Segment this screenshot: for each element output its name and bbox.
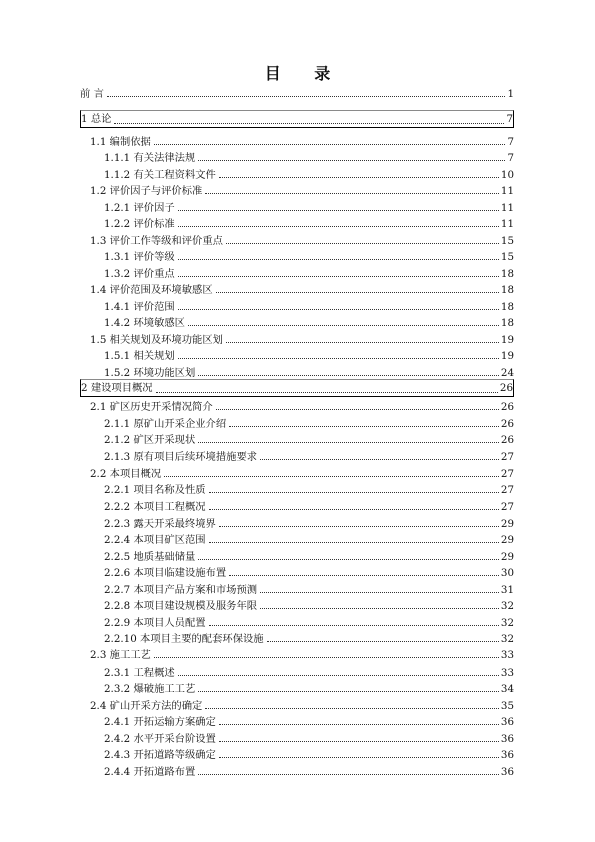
toc-entry[interactable] [104,214,514,230]
toc-entry-page: 32 [500,617,514,629]
page-title: 目 录 [264,64,345,83]
toc-entry[interactable] [104,447,514,463]
toc-entry-page: 33 [500,667,514,679]
toc-entry[interactable] [104,663,514,679]
toc-entry-page: 7 [506,113,513,125]
toc-entry-title: 2.1 矿区历史开采情况简介 [90,401,213,413]
toc-entry[interactable] [104,313,514,329]
toc-entry[interactable] [90,132,514,148]
toc-leader-dots [216,280,499,293]
toc-leader-dots [107,84,506,97]
toc-entry[interactable] [104,247,514,263]
toc-entry-title: 1.4 评价范围及环境敏感区 [90,284,213,296]
toc-entry-title: 1.2.1 评价因子 [104,202,175,214]
toc-entry-title: 2.4 矿山开采方法的确定 [90,700,203,712]
toc-entry[interactable] [104,346,514,362]
toc-entry-title: 2.3 施工工艺 [90,649,151,661]
toc-entry[interactable] [104,712,514,728]
toc-entry[interactable] [104,430,514,446]
toc-entry[interactable] [90,280,514,296]
toc-entry-title: 1.5.1 相关规划 [104,350,175,362]
toc-leader-dots [219,745,499,758]
toc-entry-page: 15 [500,251,514,263]
toc-leader-dots [178,264,499,277]
toc-entry-title: 1 总论 [81,113,112,125]
toc-entry-title: 2.2.1 项目名称及性质 [104,484,206,496]
toc-entry-title: 1.1.2 有关工程资料文件 [104,169,216,181]
toc-leader-dots [219,165,499,178]
toc-leader-dots [209,613,499,626]
toc-entry-page: 33 [500,649,514,661]
toc-entry[interactable] [104,514,514,530]
toc-entry-page: 18 [500,301,514,313]
toc-entry-title: 2.2.10 本项目主要的配套环保设施 [104,633,264,645]
toc-entry-title: 2.2.7 本项目产品方案和市场预测 [104,584,258,596]
toc-entry-page: 36 [500,766,514,778]
toc-entry-title: 2.3.2 爆破施工工艺 [104,683,196,695]
toc-entry-title: 2.1.3 原有项目后续环境措施要求 [104,451,258,463]
toc-leader-dots [267,629,499,642]
toc-entry-title: 2.2.4 本项目矿区范围 [104,534,206,546]
toc-leader-dots [178,297,499,310]
toc-entry-page: 18 [500,284,514,296]
toc-entry-page: 7 [507,136,514,148]
toc-entry[interactable] [104,198,514,214]
toc-entry-title: 2.2.5 地质基础储量 [104,551,196,563]
toc-entry-title: 2.2.6 本项目临建设施布置 [104,567,227,579]
toc-entry[interactable] [104,613,514,629]
toc-entry-page: 19 [500,334,514,346]
toc-entry-title: 1.1 编制依据 [90,136,151,148]
toc-leader-dots [188,313,499,326]
toc-entry-page: 36 [500,716,514,728]
toc-entry-title: 2.4.4 开拓道路布置 [104,766,196,778]
toc-leader-dots [226,231,499,244]
toc-entry-title: 2.4.3 开拓道路等级确定 [104,749,216,761]
toc-entry-page: 29 [500,518,514,530]
toc-leader-dots [178,663,499,676]
toc-entry-page: 11 [500,202,514,214]
toc-leader-dots [226,330,499,343]
toc-entry-page: 27 [500,451,514,463]
toc-leader-dots [178,214,499,227]
toc-entry-page: 27 [500,501,514,513]
toc-entry-page: 19 [500,350,514,362]
toc-leader-dots [198,430,499,443]
toc-leader-dots [216,397,499,410]
toc-entry[interactable] [104,596,514,612]
toc-leader-dots [219,712,499,725]
toc-entry-page: 26 [500,401,514,413]
toc-entry-title: 2.2.8 本项目建设规模及服务年限 [104,600,258,612]
toc-entry-page: 10 [500,169,514,181]
toc-entry-page: 27 [500,468,514,480]
toc-entry-page: 36 [500,733,514,745]
toc-entry-page: 31 [500,584,514,596]
toc-leader-dots [156,384,498,393]
toc-entry-page: 34 [500,683,514,695]
toc-entry-title: 1.1.1 有关法律法规 [104,152,196,164]
toc-entry[interactable] [104,563,514,579]
toc-entry-title: 1.5 相关规划及环境功能区划 [90,334,223,346]
toc-entry[interactable] [104,547,514,563]
toc-entry-title: 2.4.2 水平开采台阶设置 [104,733,216,745]
toc-entry[interactable] [80,379,514,397]
toc-entry-title: 前 言 [80,88,104,100]
toc-entry[interactable] [90,181,514,197]
toc-leader-dots [198,547,499,560]
toc-entry[interactable] [104,414,514,430]
toc-entry[interactable] [80,84,514,100]
toc-entry[interactable] [104,480,514,496]
toc-leader-dots [209,497,499,510]
toc-entry-page: 26 [499,382,513,394]
toc-leader-dots [260,580,499,593]
toc-entry-page: 36 [500,749,514,761]
toc-leader-dots [198,148,505,161]
toc-leader-dots [229,563,499,576]
toc-entry[interactable] [104,580,514,596]
toc-entry-title: 2.1.2 矿区开采现状 [104,434,196,446]
toc-entry-title: 2.4.1 开拓运输方案确定 [104,716,216,728]
toc-leader-dots [178,198,499,211]
toc-leader-dots [219,729,499,742]
toc-entry[interactable] [104,497,514,513]
toc-entry-page: 29 [500,551,514,563]
toc-entry-page: 18 [500,268,514,280]
toc-entry[interactable] [104,148,514,164]
toc-entry-page: 32 [500,633,514,645]
toc-entry[interactable] [104,264,514,280]
toc-leader-dots [114,115,504,124]
toc-entry-page: 18 [500,317,514,329]
toc-entry[interactable] [104,530,514,546]
toc-entry-page: 32 [500,600,514,612]
toc-entry-title: 1.3.1 评价等级 [104,251,175,263]
toc-entry-page: 1 [507,88,514,100]
toc-leader-dots [205,181,499,194]
toc-entry-title: 1.3.2 评价重点 [104,268,175,280]
toc-entry[interactable] [104,297,514,313]
toc-entry-title: 2.2.2 本项目工程概况 [104,501,206,513]
toc-entry-page: 26 [500,418,514,430]
toc-entry-title: 1.3 评价工作等级和评价重点 [90,235,223,247]
toc-entry-title: 1.2 评价因子与评价标准 [90,185,203,197]
toc-entry-page: 11 [500,185,514,197]
toc-entry[interactable] [90,330,514,346]
toc-entry[interactable] [90,696,514,712]
toc-leader-dots [229,414,499,427]
toc-entry[interactable] [104,762,514,778]
toc-leader-dots [198,363,499,376]
toc-entry-page: 26 [500,434,514,446]
toc-entry[interactable] [90,231,514,247]
toc-entry-page: 24 [500,367,514,379]
toc-entry-page: 29 [500,534,514,546]
toc-entry[interactable] [104,729,514,745]
toc-entry-page: 11 [500,218,514,230]
toc-entry-title: 2 建设项目概况 [81,382,153,394]
toc-entry[interactable] [104,363,514,379]
toc-leader-dots [219,514,499,527]
toc-entry[interactable] [90,645,514,661]
toc-entry-title: 1.4.2 环境敏感区 [104,317,185,329]
toc-entry-title: 2.2 本项目概况 [90,468,162,480]
toc-entry[interactable] [104,679,514,695]
toc-entry-title: 1.2.2 评价标准 [104,218,175,230]
toc-leader-dots [209,480,499,493]
toc-entry[interactable] [104,165,514,181]
toc-leader-dots [260,596,499,609]
toc-leader-dots [205,696,499,709]
toc-entry[interactable] [90,397,514,413]
toc-entry[interactable] [104,629,514,645]
toc-leader-dots [178,247,499,260]
toc-entry-title: 2.3.1 工程概述 [104,667,175,679]
toc-entry[interactable] [80,110,514,128]
toc-entry-page: 35 [500,700,514,712]
toc-leader-dots [154,645,499,658]
toc-entry[interactable] [104,745,514,761]
toc-entry-page: 7 [507,152,514,164]
toc-leader-dots [260,447,499,460]
toc-entry-title: 1.5.2 环境功能区划 [104,367,196,379]
toc-leader-dots [198,762,499,775]
toc-entry-title: 1.4.1 评价范围 [104,301,175,313]
toc-entry[interactable] [90,464,514,480]
toc-entry-title: 2.2.9 本项目人员配置 [104,617,206,629]
toc-leader-dots [164,464,499,477]
toc-entry-title: 2.2.3 露天开采最终境界 [104,518,216,530]
toc-leader-dots [154,132,506,145]
toc-leader-dots [209,530,499,543]
toc-entry-page: 27 [500,484,514,496]
toc-entry-page: 15 [500,235,514,247]
toc-entry-page: 30 [500,567,514,579]
toc-leader-dots [178,346,499,359]
toc-leader-dots [198,679,499,692]
toc-entry-title: 2.1.1 原矿山开采企业介绍 [104,418,227,430]
